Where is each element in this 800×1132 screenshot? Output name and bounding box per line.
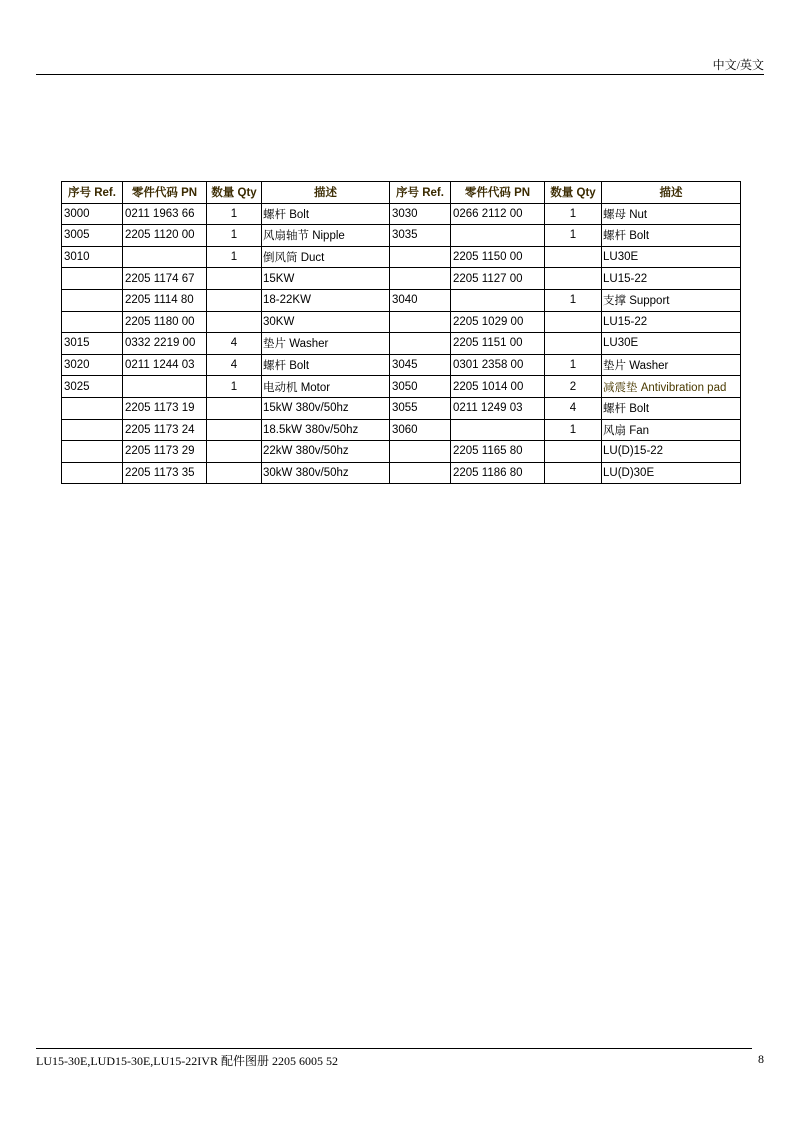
column-header-qty-left: 数量 Qty bbox=[207, 182, 262, 204]
desc-cell: 风扇轴节 Nipple bbox=[262, 225, 390, 247]
desc-cell: 30KW bbox=[262, 311, 390, 333]
ref-cell: 3050 bbox=[390, 376, 451, 398]
table-row bbox=[62, 203, 741, 225]
desc-cell: 螺杆 Bolt bbox=[262, 203, 390, 225]
ref-cell: 3035 bbox=[390, 225, 451, 247]
qty-cell: 1 bbox=[545, 289, 602, 311]
qty-cell bbox=[545, 462, 602, 484]
desc-cell: 垫片 Washer bbox=[602, 354, 741, 376]
desc-cell: 15KW bbox=[262, 268, 390, 290]
desc-cell: 18-22KW bbox=[262, 289, 390, 311]
table-row bbox=[62, 462, 741, 484]
pn-cell bbox=[123, 376, 207, 398]
table-row bbox=[62, 397, 741, 419]
ref-cell: 3010 bbox=[62, 246, 123, 268]
ref-cell bbox=[390, 311, 451, 333]
ref-cell bbox=[390, 246, 451, 268]
pn-cell: 2205 1173 35 bbox=[123, 462, 207, 484]
qty-cell: 4 bbox=[545, 397, 602, 419]
qty-cell bbox=[207, 268, 262, 290]
pn-cell: 2205 1173 24 bbox=[123, 419, 207, 441]
ref-cell bbox=[62, 289, 123, 311]
qty-cell bbox=[545, 333, 602, 355]
qty-cell bbox=[207, 419, 262, 441]
ref-cell: 3030 bbox=[390, 203, 451, 225]
qty-cell bbox=[545, 441, 602, 463]
pn-cell bbox=[451, 419, 545, 441]
footer-page-number: 8 bbox=[758, 1052, 764, 1066]
ref-cell: 3015 bbox=[62, 333, 123, 355]
pn-cell: 0332 2219 00 bbox=[123, 333, 207, 355]
ref-cell bbox=[62, 397, 123, 419]
ref-cell bbox=[390, 268, 451, 290]
pn-cell: 2205 1186 80 bbox=[451, 462, 545, 484]
desc-cell: LU15-22 bbox=[602, 268, 741, 290]
pn-cell: 2205 1173 19 bbox=[123, 397, 207, 419]
qty-cell bbox=[207, 397, 262, 419]
table-row bbox=[62, 419, 741, 441]
ref-cell: 3020 bbox=[62, 354, 123, 376]
qty-cell bbox=[545, 268, 602, 290]
parts-table-header bbox=[62, 182, 741, 204]
pn-cell: 2205 1029 00 bbox=[451, 311, 545, 333]
qty-cell bbox=[545, 311, 602, 333]
pn-cell: 2205 1151 00 bbox=[451, 333, 545, 355]
table-row bbox=[62, 441, 741, 463]
qty-cell: 1 bbox=[207, 376, 262, 398]
desc-cell: 螺杆 Bolt bbox=[602, 397, 741, 419]
footer-document-title: LU15-30E,LUD15-30E,LU15-22IVR 配件图册 2205 6005 52 bbox=[36, 1054, 338, 1068]
pn-cell: 2205 1150 00 bbox=[451, 246, 545, 268]
ref-cell bbox=[62, 419, 123, 441]
pn-cell: 2205 1173 29 bbox=[123, 441, 207, 463]
desc-cell: 螺杆 Bolt bbox=[602, 225, 741, 247]
desc-cell: LU15-22 bbox=[602, 311, 741, 333]
qty-cell: 4 bbox=[207, 333, 262, 355]
qty-cell: 1 bbox=[207, 246, 262, 268]
qty-cell: 1 bbox=[545, 354, 602, 376]
qty-cell: 1 bbox=[207, 225, 262, 247]
ref-cell bbox=[390, 441, 451, 463]
qty-cell: 1 bbox=[545, 225, 602, 247]
qty-cell: 1 bbox=[207, 203, 262, 225]
ref-cell bbox=[62, 441, 123, 463]
table-row bbox=[62, 246, 741, 268]
pn-cell bbox=[451, 225, 545, 247]
ref-cell: 3055 bbox=[390, 397, 451, 419]
pn-cell: 0301 2358 00 bbox=[451, 354, 545, 376]
table-row bbox=[62, 311, 741, 333]
desc-cell: 电动机 Motor bbox=[262, 376, 390, 398]
pn-cell: 0211 1249 03 bbox=[451, 397, 545, 419]
pn-cell: 2205 1174 67 bbox=[123, 268, 207, 290]
desc-cell: LU(D)15-22 bbox=[602, 441, 741, 463]
table-row bbox=[62, 333, 741, 355]
ref-cell bbox=[62, 268, 123, 290]
ref-cell bbox=[390, 333, 451, 355]
header-language-label: 中文/英文 bbox=[712, 58, 764, 72]
column-header-ref-left: 序号 Ref. bbox=[62, 182, 123, 204]
desc-cell: 30kW 380v/50hz bbox=[262, 462, 390, 484]
desc-cell: 螺杆 Bolt bbox=[262, 354, 390, 376]
qty-cell: 1 bbox=[545, 203, 602, 225]
qty-cell: 2 bbox=[545, 376, 602, 398]
table-row bbox=[62, 225, 741, 247]
desc-cell: 垫片 Washer bbox=[262, 333, 390, 355]
pn-cell: 2205 1120 00 bbox=[123, 225, 207, 247]
parts-table bbox=[61, 181, 741, 484]
pn-cell: 0266 2112 00 bbox=[451, 203, 545, 225]
table-row bbox=[62, 268, 741, 290]
qty-cell bbox=[207, 462, 262, 484]
desc-cell: 18.5kW 380v/50hz bbox=[262, 419, 390, 441]
desc-cell: LU30E bbox=[602, 333, 741, 355]
header-row bbox=[62, 182, 741, 204]
desc-cell: 支撑 Support bbox=[602, 289, 741, 311]
table-row bbox=[62, 354, 741, 376]
header-divider bbox=[36, 74, 764, 75]
ref-cell: 3040 bbox=[390, 289, 451, 311]
column-header-pn-right: 零件代码 PN bbox=[451, 182, 545, 204]
desc-cell: 螺母 Nut bbox=[602, 203, 741, 225]
ref-cell bbox=[62, 462, 123, 484]
ref-cell: 3025 bbox=[62, 376, 123, 398]
ref-cell: 3060 bbox=[390, 419, 451, 441]
table-row bbox=[62, 289, 741, 311]
desc-cell: 22kW 380v/50hz bbox=[262, 441, 390, 463]
column-header-desc-left: 描述 bbox=[262, 182, 390, 204]
qty-cell: 4 bbox=[207, 354, 262, 376]
pn-cell: 2205 1127 00 bbox=[451, 268, 545, 290]
column-header-ref-right: 序号 Ref. bbox=[390, 182, 451, 204]
desc-cell: 风扇 Fan bbox=[602, 419, 741, 441]
qty-cell bbox=[207, 441, 262, 463]
desc-cell: LU(D)30E bbox=[602, 462, 741, 484]
desc-cell: 15kW 380v/50hz bbox=[262, 397, 390, 419]
pn-cell: 2205 1165 80 bbox=[451, 441, 545, 463]
column-header-qty-right: 数量 Qty bbox=[545, 182, 602, 204]
ref-cell bbox=[390, 462, 451, 484]
pn-cell bbox=[123, 246, 207, 268]
table-row bbox=[62, 376, 741, 398]
pn-cell: 0211 1244 03 bbox=[123, 354, 207, 376]
pn-cell: 2205 1180 00 bbox=[123, 311, 207, 333]
qty-cell: 1 bbox=[545, 419, 602, 441]
column-header-desc-right: 描述 bbox=[602, 182, 741, 204]
qty-cell bbox=[545, 246, 602, 268]
pn-cell: 0211 1963 66 bbox=[123, 203, 207, 225]
desc-cell: 倒风筒 Duct bbox=[262, 246, 390, 268]
ref-cell: 3045 bbox=[390, 354, 451, 376]
footer-divider bbox=[36, 1048, 752, 1049]
column-header-pn-left: 零件代码 PN bbox=[123, 182, 207, 204]
ref-cell bbox=[62, 311, 123, 333]
ref-cell: 3005 bbox=[62, 225, 123, 247]
qty-cell bbox=[207, 311, 262, 333]
pn-cell: 2205 1014 00 bbox=[451, 376, 545, 398]
qty-cell bbox=[207, 289, 262, 311]
desc-cell: 减震垫 Antivibration pad bbox=[602, 376, 741, 398]
ref-cell: 3000 bbox=[62, 203, 123, 225]
pn-cell: 2205 1114 80 bbox=[123, 289, 207, 311]
pn-cell bbox=[451, 289, 545, 311]
desc-cell: LU30E bbox=[602, 246, 741, 268]
parts-table-body bbox=[62, 203, 741, 484]
